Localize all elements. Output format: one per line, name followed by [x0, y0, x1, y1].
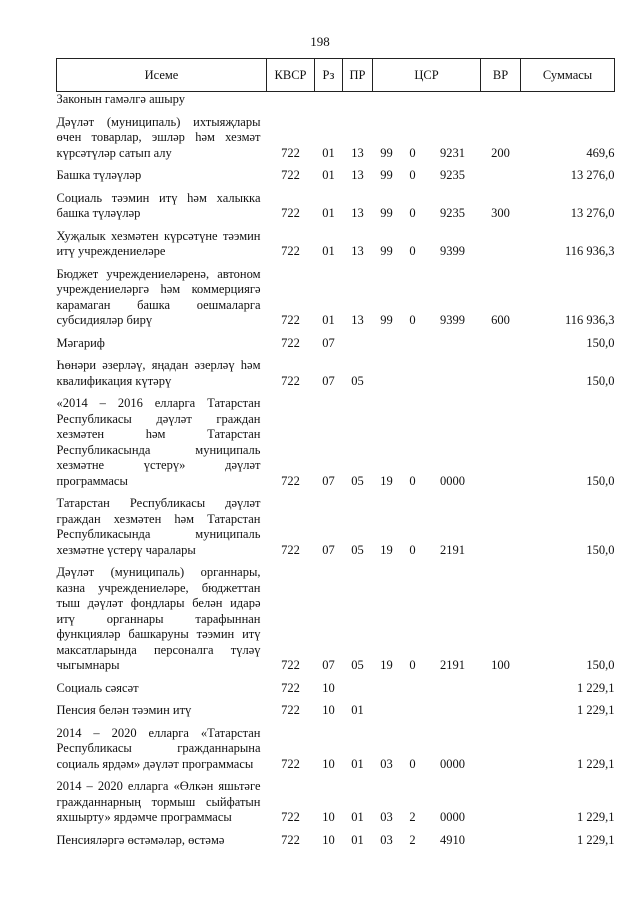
cell-c3	[425, 336, 481, 354]
cell-kvsr: 722	[281, 756, 300, 771]
cell-c1: 99	[380, 168, 393, 182]
cell-sum: 13 276,0	[570, 206, 615, 220]
cell-sum: 150,0	[586, 335, 615, 350]
cell-sum: 150,0	[586, 542, 615, 557]
cell-rz: 01	[322, 206, 335, 220]
cell-rz	[315, 92, 343, 110]
cell-c2	[401, 703, 425, 721]
cell-rz: 10	[322, 680, 335, 695]
cell-rz: 01	[322, 145, 335, 160]
cell-c1: 99	[380, 145, 393, 160]
cell-kvsr: 722	[281, 658, 300, 672]
table-row	[57, 726, 615, 775]
cell-vr: 600	[491, 313, 510, 327]
cell-sum	[521, 92, 615, 110]
cell-sum: 1 229,1	[577, 680, 615, 695]
cell-kvsr: 722	[281, 703, 300, 717]
cell-rz: 10	[322, 756, 335, 771]
cell-kvsr: 722	[281, 810, 300, 824]
cell-kvsr: 722	[281, 373, 300, 388]
cell-c3: 0000	[440, 756, 465, 771]
table-row	[57, 496, 615, 560]
cell-c2: 2	[409, 832, 416, 847]
cell-c2	[401, 92, 425, 110]
page-number: 198	[310, 34, 330, 49]
cell-rz: 07	[322, 542, 335, 557]
cell-c2: 0	[409, 168, 416, 182]
cell-c3: 9399	[440, 313, 465, 327]
table-row	[57, 92, 615, 110]
table-row	[57, 229, 615, 262]
cell-rz: 10	[322, 810, 335, 824]
table-row	[57, 336, 615, 354]
cell-pr: 13	[351, 313, 364, 327]
cell-sum: 1 229,1	[577, 810, 615, 824]
cell-pr: 05	[351, 373, 364, 388]
table-row	[57, 191, 615, 224]
cell-c2: 0	[409, 206, 416, 220]
cell-kvsr	[267, 92, 315, 110]
cell-c3	[425, 92, 481, 110]
cell-pr: 13	[351, 244, 364, 258]
cell-c3: 2191	[440, 658, 465, 672]
cell-name: 2014 – 2020 елларга «Татарстан Республикасы гражданнарына социаль ярдәм» дәүләт программасы	[56, 725, 261, 771]
cell-c3: 0000	[440, 810, 465, 824]
header-sum: Суммасы	[521, 59, 615, 92]
cell-c3	[425, 681, 481, 699]
cell-vr	[481, 168, 521, 186]
cell-c2: 0	[409, 244, 416, 258]
cell-c1: 99	[380, 313, 393, 327]
cell-rz: 07	[322, 373, 335, 388]
cell-kvsr: 722	[281, 542, 300, 557]
cell-name: Дәүләт (муниципаль) ихтыяҗлары өчен товарлар, эшләр һәм хезмәт күрсәтүләр сатып алу	[56, 114, 261, 160]
cell-name: Социаль тәэмин итү һәм халыкка башка түләүләр	[56, 190, 261, 220]
budget-table	[56, 58, 615, 850]
cell-rz: 10	[322, 703, 335, 717]
cell-vr: 100	[491, 658, 510, 672]
cell-c1	[373, 92, 401, 110]
cell-name: Дәүләт (муниципаль) органнары, казна учреждениеләре, бюджеттан тыш дәүләт фондлары белән идарә итү органнары тарафыннан функцияләр башкаруны тәэмин итү максатларында персоналга түләү чыгымнары	[56, 565, 261, 672]
cell-vr	[481, 833, 521, 851]
cell-c1	[373, 358, 401, 391]
cell-c1: 99	[380, 206, 393, 220]
cell-c1: 03	[380, 756, 393, 771]
cell-c2: 0	[409, 542, 416, 557]
cell-pr: 13	[351, 206, 364, 220]
cell-pr	[343, 92, 373, 110]
cell-vr	[481, 496, 521, 560]
table-row	[57, 396, 615, 491]
cell-c3: 0000	[440, 473, 465, 488]
cell-vr	[481, 703, 521, 721]
cell-sum: 469,6	[586, 145, 615, 160]
cell-vr: 200	[491, 145, 510, 160]
cell-kvsr: 722	[281, 335, 300, 350]
cell-vr	[481, 92, 521, 110]
table-row	[57, 833, 615, 851]
cell-sum: 1 229,1	[577, 756, 615, 771]
cell-c1: 03	[380, 832, 393, 847]
cell-kvsr: 722	[281, 145, 300, 160]
cell-c1	[373, 336, 401, 354]
cell-c1: 99	[380, 244, 393, 258]
cell-vr	[481, 358, 521, 391]
cell-kvsr: 722	[281, 313, 300, 327]
cell-name: Пенсия белән тәэмин итү	[56, 703, 192, 717]
cell-vr: 300	[491, 206, 510, 220]
cell-pr	[343, 336, 373, 354]
cell-pr: 01	[351, 810, 364, 824]
cell-c3: 4910	[440, 832, 465, 847]
cell-pr: 05	[351, 542, 364, 557]
cell-rz: 07	[322, 658, 335, 672]
cell-c1: 19	[380, 473, 393, 488]
table-header-row	[57, 59, 615, 92]
cell-rz: 01	[322, 313, 335, 327]
cell-c3	[425, 358, 481, 391]
cell-kvsr: 722	[281, 206, 300, 220]
cell-name: Татарстан Республикасы дәүләт граждан хезмәтен һәм Татарстан Республикасында муниципаль хезмәтне үстерү чаралары	[56, 496, 261, 557]
table-row	[57, 115, 615, 164]
cell-sum: 150,0	[586, 373, 615, 388]
cell-sum: 150,0	[586, 473, 615, 488]
header-name: Исеме	[57, 59, 267, 92]
header-kvsr: КВСР	[267, 59, 315, 92]
table-row	[57, 681, 615, 699]
cell-vr	[481, 681, 521, 699]
cell-c2: 0	[409, 756, 416, 771]
cell-c2	[401, 681, 425, 699]
cell-kvsr: 722	[281, 473, 300, 488]
cell-c2: 0	[409, 658, 416, 672]
cell-sum: 1 229,1	[577, 703, 615, 717]
cell-pr: 13	[351, 145, 364, 160]
table-row	[57, 703, 615, 721]
cell-name: Мәгариф	[56, 335, 105, 350]
cell-sum: 13 276,0	[570, 168, 615, 182]
cell-c3: 9399	[440, 244, 465, 258]
cell-sum: 116 936,3	[564, 244, 615, 258]
cell-rz: 01	[322, 168, 335, 182]
table-row	[57, 565, 615, 676]
cell-pr: 13	[351, 168, 364, 182]
cell-vr	[481, 229, 521, 262]
cell-c1: 03	[380, 810, 393, 824]
cell-c1	[373, 681, 401, 699]
cell-c3: 9235	[440, 168, 465, 182]
cell-c2: 0	[409, 313, 416, 327]
cell-kvsr: 722	[281, 168, 300, 182]
cell-c2	[401, 336, 425, 354]
cell-pr: 05	[351, 473, 364, 488]
header-pr: ПР	[343, 59, 373, 92]
cell-vr	[481, 726, 521, 775]
cell-name: Һөнәри әзерләү, яңадан әзерләү һәм квалификация күтәрү	[56, 358, 261, 388]
cell-c3: 9231	[440, 145, 465, 160]
cell-c1: 19	[380, 658, 393, 672]
cell-c1: 19	[380, 542, 393, 557]
cell-name: Социаль сәясәт	[56, 680, 139, 695]
cell-c2: 0	[409, 145, 416, 160]
cell-rz: 07	[322, 335, 335, 350]
cell-c2: 0	[409, 473, 416, 488]
cell-c3	[425, 703, 481, 721]
table-row	[57, 779, 615, 828]
table-row	[57, 358, 615, 391]
cell-pr: 01	[351, 832, 364, 847]
cell-pr	[343, 681, 373, 699]
cell-vr	[481, 396, 521, 491]
cell-name: «2014 – 2016 елларга Татарстан Республикасы дәүләт граждан хезмәтен һәм Татарстан Республикасында муниципаль хезмәтне үстерү» дәүләт программасы	[56, 396, 261, 488]
cell-rz: 01	[322, 244, 335, 258]
header-csr: ЦСР	[373, 59, 481, 92]
cell-c3: 2191	[440, 542, 465, 557]
cell-kvsr: 722	[281, 680, 300, 695]
cell-sum: 1 229,1	[577, 832, 615, 847]
cell-name: Законын гамәлгә ашыру	[56, 92, 185, 106]
table-row	[57, 168, 615, 186]
cell-name: 2014 – 2020 елларга «Өлкән яшьтәге гражданнарның тормыш сыйфатын яхшырту» ярдәмче программасы	[56, 779, 261, 824]
cell-vr	[481, 779, 521, 828]
cell-name: Бюджет учреждениеләренә, автоном учреждениеләргә һәм коммерциягә карамаган башка оешмаларга субсидияләр бирү	[56, 266, 261, 327]
cell-sum: 116 936,3	[564, 313, 615, 327]
cell-kvsr: 722	[281, 244, 300, 258]
cell-sum: 150,0	[586, 658, 615, 672]
header-vr: ВР	[481, 59, 521, 92]
table-row	[57, 267, 615, 331]
cell-c1	[373, 703, 401, 721]
cell-name: Хуҗалык хезмәтен күрсәтүне тәэмин итү учреждениеләре	[56, 228, 261, 258]
header-rz: Рз	[315, 59, 343, 92]
cell-name: Пенсияләргә өстәмәләр, өстәмә	[56, 832, 225, 847]
cell-rz: 07	[322, 473, 335, 488]
cell-c3: 9235	[440, 206, 465, 220]
cell-c2	[401, 358, 425, 391]
cell-c2: 2	[409, 810, 416, 824]
cell-pr: 05	[351, 658, 364, 672]
cell-rz: 10	[322, 832, 335, 847]
table-body	[57, 92, 615, 851]
cell-vr	[481, 336, 521, 354]
cell-pr: 01	[351, 703, 364, 717]
cell-name: Башка түләүләр	[56, 168, 142, 182]
cell-kvsr: 722	[281, 832, 300, 847]
cell-pr: 01	[351, 756, 364, 771]
